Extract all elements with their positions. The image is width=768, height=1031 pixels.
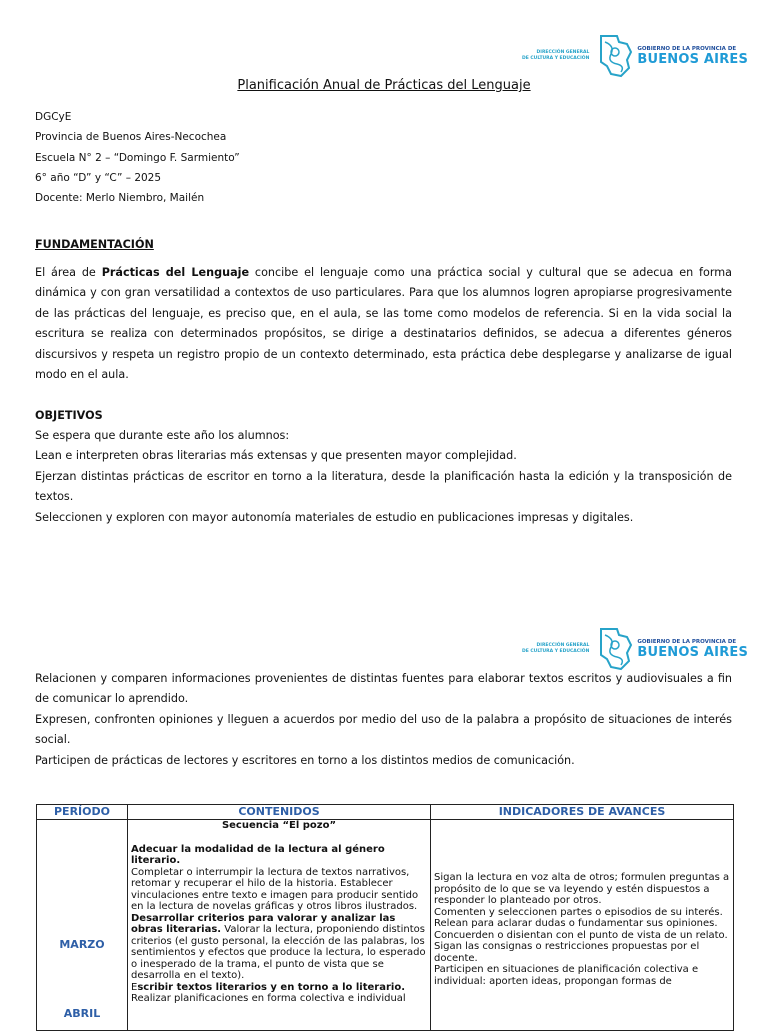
fundamentacion-heading: FUNDAMENTACIÓN xyxy=(35,238,154,251)
document-title: Planificación Anual de Prácticas del Lenguaje xyxy=(237,78,531,93)
indicador-line: Relean para aclarar dudas o fundamentar sus opiniones. xyxy=(434,918,718,929)
content-bold: Desarrollar criterios para valorar y analizar las obras literarias. xyxy=(131,912,396,935)
gobierno-text xyxy=(637,639,748,660)
direccion-general-text xyxy=(522,643,589,655)
para-text: El área de xyxy=(35,266,102,279)
logo-provincia-line: BUENOS AIRES xyxy=(637,51,749,67)
direccion-general-text xyxy=(522,50,589,62)
meta-line: 6° año “D” y “C” – 2025 xyxy=(35,171,162,184)
logo-gobierno-line: GOBIERNO DE LA PROVINCIA DE xyxy=(637,45,737,52)
objetivo-line: Ejerzan distintas prácticas de escritor en torno a la literatura, desde la planificación hasta la edición y la transposición de textos. xyxy=(35,469,732,504)
document-meta xyxy=(35,108,240,209)
logo-gobierno-line: GOBIERNO DE LA PROVINCIA DE xyxy=(637,638,737,645)
province-map-icon xyxy=(597,34,633,78)
province-map-icon xyxy=(597,627,633,671)
content-text: Realizar planificaciones en forma colectiva e individual xyxy=(131,993,406,1004)
meta-line: Docente: Merlo Niembro, Mailén xyxy=(35,192,205,205)
periodo-cell xyxy=(37,820,128,1031)
logo-dir-line2: DE CULTURA Y EDUCACIÓN xyxy=(522,56,590,61)
objetivo-line: Seleccionen y exploren con mayor autonomía materiales de estudio en publicaciones impresas y digitales. xyxy=(35,510,634,524)
indicador-line: Participen en situaciones de planificación colectiva e individual: aporten ideas, propongan formas de xyxy=(434,964,699,987)
month-marzo: MARZO xyxy=(59,938,105,951)
objetivos-heading: OBJETIVOS xyxy=(35,409,103,422)
meta-line: Escuela N° 2 – “Domingo F. Sarmiento” xyxy=(35,151,240,164)
objetivos-list xyxy=(35,426,732,528)
indicadores-cell xyxy=(431,820,734,1031)
fundamentacion-paragraph xyxy=(35,263,732,385)
table-header-row xyxy=(37,805,734,820)
objetivo-line: Relacionen y comparen informaciones provenientes de distintas fuentes para elaborar textos escritos y audiovisuales a fin de comunicar lo aprendido. xyxy=(35,672,732,706)
content-bold: scribir textos literarios y en torno a lo literario. xyxy=(137,981,405,993)
para-bold: Prácticas del Lenguaje xyxy=(101,266,250,279)
meta-line: Provincia de Buenos Aires-Necochea xyxy=(35,131,227,144)
header-periodo: PERÍODO xyxy=(37,805,128,820)
logo-dir-line1: DIRECCIÓN GENERAL xyxy=(536,50,590,55)
province-logo-page2 xyxy=(522,627,748,671)
planning-table xyxy=(36,804,734,1031)
indicador-line: Sigan la lectura en voz alta de otros; formulen preguntas a propósito de lo que se va leyendo y estén dispuestos a responder lo planteado por otros. xyxy=(434,872,730,906)
indicador-line: Concuerden o disientan con el punto de vista de un relato. xyxy=(434,929,728,941)
header-contenidos: CONTENIDOS xyxy=(128,805,431,820)
para-text: concibe el lenguaje como una práctica social y cultural que se adecua en forma dinámica y con gran versatilidad a contextos de uso particulares. Para que los alumnos logren apropiarse progresivamente de las prácticas del lenguaje, es preciso que, en el aula, se las tome como modelos de referencia. Si en la vida social la escritura se realiza con determinados propósitos, se dirige a destinatarios definidos, se adecua a diferentes géneros discursivos y respeta un registro propio de un contexto determinado, esta práctica debe desplegarse y analizarse de igual modo en el aula. xyxy=(35,266,732,382)
meta-line: DGCyE xyxy=(35,111,72,123)
objetivo-line: Participen de prácticas de lectores y escritores en torno a los distintos medios de comunicación. xyxy=(35,753,575,767)
content-text: E xyxy=(131,981,138,993)
content-text: Valorar la lectura, proponiendo distintos criterios (el gusto personal, la elección de las palabras, los sentimientos y efectos que produce la lectura, lo esperado o inesperado de la trama, el punto de vista que se desarrolla en el texto). xyxy=(131,924,426,981)
contenidos-cell xyxy=(128,820,431,1031)
objetivo-line: Lean e interpreten obras literarias más extensas y que presenten mayor complejidad. xyxy=(35,449,517,463)
content-bold: Adecuar la modalidad de la lectura al género literario. xyxy=(131,843,385,866)
table-row xyxy=(37,820,734,1031)
content-text: Completar o interrumpir la lectura de textos narrativos, retomar y recuperar el hilo de la historia. Establecer vinculaciones entre texto e imagen para producir sentido en la lectura de novelas gráficas y otros libros ilustrados. xyxy=(131,866,419,912)
objetivo-line: Se espera que durante este año los alumnos: xyxy=(35,429,290,442)
logo-dir-line2: DE CULTURA Y EDUCACIÓN xyxy=(522,649,590,654)
header-indicadores: INDICADORES DE AVANCES xyxy=(431,805,734,820)
province-logo xyxy=(522,34,748,78)
logo-provincia-line: BUENOS AIRES xyxy=(637,644,749,660)
logo-dir-line1: DIRECCIÓN GENERAL xyxy=(536,643,590,648)
objetivos-continued xyxy=(35,669,732,771)
indicador-line: Comenten y seleccionen partes o episodios de su interés. xyxy=(434,906,723,918)
sequence-title: Secuencia “El pozo” xyxy=(221,820,337,831)
gobierno-text xyxy=(637,46,748,67)
indicador-line: Sigan las consignas o restricciones propuestas por el docente. xyxy=(434,941,700,964)
month-abril: ABRIL xyxy=(63,1007,101,1020)
objetivo-line: Expresen, confronten opiniones y lleguen a acuerdos por medio del uso de la palabra a propósito de situaciones de interés social. xyxy=(35,712,732,747)
